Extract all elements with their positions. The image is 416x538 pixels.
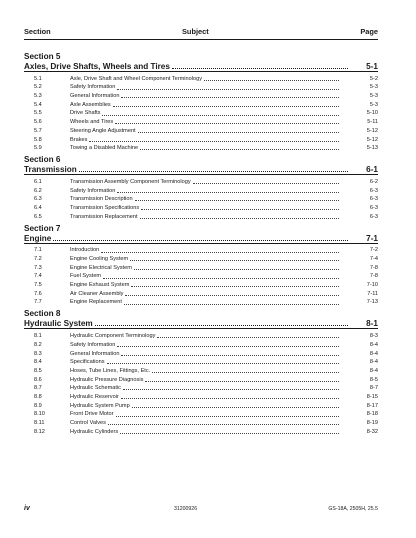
entry-page: 8-7 — [369, 385, 378, 392]
entry-title: Air Cleaner Assembly — [70, 290, 124, 297]
dot-leader — [79, 171, 348, 172]
toc-entry[interactable] — [24, 418, 378, 427]
dot-leader — [135, 200, 339, 201]
entry-title: Front Drive Motor — [70, 411, 114, 418]
entry-page: 8-18 — [366, 411, 378, 418]
entry-page: 5-12 — [366, 136, 378, 143]
entry-page: 8-15 — [366, 393, 378, 400]
entry-title: Hydraulic Component Terminology — [70, 333, 156, 340]
dot-leader — [121, 355, 339, 356]
entry-title: Safety Information — [70, 84, 116, 91]
dot-leader — [145, 381, 339, 382]
dot-leader — [130, 260, 339, 261]
column-header-section: Section — [24, 27, 51, 36]
entry-number: 5.4 — [34, 101, 42, 108]
dot-leader — [53, 240, 348, 241]
entry-number: 6.1 — [34, 178, 42, 185]
entry-title: Towing a Disabled Machine — [70, 145, 139, 152]
entry-number: 8.7 — [34, 385, 42, 392]
entry-number: 5.1 — [34, 75, 42, 82]
entry-title: Engine Exhaust System — [70, 282, 130, 289]
dot-leader — [121, 97, 339, 98]
footer-model: GS-18A, 2505H, 25.5 — [328, 506, 378, 512]
toc-section — [24, 224, 378, 307]
toc-entry[interactable] — [24, 74, 378, 83]
dot-leader — [193, 183, 339, 184]
entry-title: Transmission Assembly Component Terminology — [70, 178, 191, 185]
entry-title: Specifications — [70, 359, 105, 366]
header-divider — [24, 39, 378, 40]
entry-title: Control Valves — [70, 420, 106, 426]
entry-page: 7-8 — [369, 264, 378, 271]
entry-page: 6-3 — [369, 204, 378, 211]
entry-title: Engine Cooling System — [70, 256, 129, 262]
entry-page: 7-2 — [369, 247, 378, 254]
entry-title: Safety Information — [70, 187, 116, 194]
entry-page: 8-3 — [369, 333, 378, 340]
entry-page: 8-4 — [369, 350, 378, 357]
entry-page: 7-4 — [369, 256, 378, 262]
toc-entry[interactable] — [24, 331, 378, 340]
toc-entry[interactable] — [24, 410, 378, 419]
entry-number: 8.2 — [34, 341, 42, 348]
entry-number: 7.2 — [34, 256, 42, 262]
section-title-row[interactable] — [24, 164, 378, 175]
toc-entry[interactable] — [24, 272, 378, 281]
dot-leader — [113, 106, 339, 107]
toc-entry[interactable] — [24, 298, 378, 307]
entry-page: 8-17 — [366, 402, 378, 409]
dot-leader — [117, 346, 339, 347]
entry-page: 7-8 — [369, 273, 378, 280]
entry-number: 5.8 — [34, 136, 42, 143]
entry-page: 6-3 — [369, 196, 378, 203]
entry-title: Wheels and Tires — [70, 119, 114, 126]
toc-entry[interactable] — [24, 427, 378, 436]
section-label: Section 5 — [24, 52, 61, 61]
section-page: 8-1 — [366, 319, 378, 329]
toc-entry[interactable] — [24, 340, 378, 349]
entry-page: 8-4 — [369, 367, 378, 374]
entry-page: 8-5 — [369, 376, 378, 383]
toc-entry[interactable] — [24, 384, 378, 393]
dot-leader — [107, 363, 339, 364]
toc-entry[interactable] — [24, 289, 378, 298]
entry-title: Hydraulic System Pump — [70, 402, 130, 409]
toc-entry[interactable] — [24, 375, 378, 384]
entry-number: 7.6 — [34, 290, 42, 297]
entry-title: Hydraulic Cylinders — [70, 428, 119, 435]
toc-entry[interactable] — [24, 263, 378, 272]
entry-number: 7.7 — [34, 299, 42, 306]
entry-number: 7.1 — [34, 247, 42, 254]
dot-leader — [140, 149, 339, 150]
entry-page: 5-2 — [369, 75, 378, 82]
entry-number: 5.7 — [34, 127, 42, 134]
entry-number: 8.11 — [34, 420, 45, 426]
dot-leader — [89, 141, 339, 142]
section-title: Hydraulic System — [24, 319, 93, 329]
toc-entry[interactable] — [24, 358, 378, 367]
entry-title: Transmission Replacement — [70, 213, 138, 220]
entry-number: 8.4 — [34, 359, 42, 366]
toc-entry[interactable] — [24, 135, 378, 144]
dot-leader — [204, 80, 339, 81]
entry-page: 5-11 — [367, 119, 378, 126]
entry-number: 8.1 — [34, 333, 42, 340]
footer-part-number: 31200926 — [174, 506, 198, 512]
toc-entry[interactable] — [24, 126, 378, 135]
section-page: 7-1 — [366, 233, 378, 243]
entry-number: 8.12 — [34, 428, 45, 435]
dot-leader — [134, 269, 339, 270]
entry-number: 5.9 — [34, 145, 42, 152]
entry-title: General Information — [70, 93, 120, 100]
section-label: Section 6 — [24, 155, 61, 165]
entry-title: Safety Information — [70, 341, 116, 348]
dot-leader — [124, 304, 339, 305]
dot-leader — [95, 325, 348, 326]
entry-number: 6.2 — [34, 187, 42, 194]
dot-leader — [125, 295, 339, 296]
entry-title: Transmission Description — [70, 196, 133, 203]
entry-number: 5.5 — [34, 110, 42, 117]
section-page: 6-1 — [366, 165, 378, 175]
entry-page: 5-3 — [369, 93, 378, 100]
section-label: Section 8 — [24, 309, 61, 319]
toc-entry[interactable] — [24, 109, 378, 118]
entry-page: 8-19 — [366, 420, 378, 426]
dot-leader — [140, 218, 339, 219]
entry-number: 8.5 — [34, 367, 42, 374]
entry-page: 5-12 — [366, 127, 378, 134]
entry-number: 5.2 — [34, 84, 42, 91]
table-of-contents — [24, 52, 378, 439]
dot-leader — [157, 337, 339, 338]
entry-title: Fuel System — [70, 273, 102, 280]
entry-page: 8-4 — [369, 341, 378, 348]
page-footer — [24, 506, 378, 516]
toc-entry[interactable] — [24, 177, 378, 186]
entry-page: 7-13 — [366, 299, 378, 306]
entry-page: 6-2 — [369, 178, 378, 185]
entry-title: Engine Electrical System — [70, 264, 132, 271]
toc-entry[interactable] — [24, 144, 378, 153]
dot-leader — [138, 132, 339, 133]
entry-number: 8.6 — [34, 376, 42, 383]
dot-leader — [120, 433, 339, 434]
dot-leader — [172, 68, 348, 69]
entry-number: 5.6 — [34, 119, 42, 126]
entry-number: 6.3 — [34, 196, 42, 203]
entry-number: 5.3 — [34, 93, 42, 100]
entry-number: 7.3 — [34, 264, 42, 271]
toc-section — [24, 309, 378, 435]
toc-entry[interactable] — [24, 186, 378, 195]
dot-leader — [123, 389, 339, 390]
entry-number: 7.4 — [34, 273, 42, 280]
toc-entry[interactable] — [24, 349, 378, 358]
toc-entry[interactable] — [24, 392, 378, 401]
dot-leader — [152, 372, 339, 373]
dot-leader — [102, 115, 339, 116]
entry-title: Brakes — [70, 136, 88, 143]
entry-title: Steering Angle Adjustment — [70, 127, 136, 134]
dot-leader — [116, 416, 339, 417]
dot-leader — [117, 192, 339, 193]
entry-title: Transmission Specifications — [70, 204, 140, 211]
toc-entry[interactable] — [24, 91, 378, 100]
dot-leader — [117, 89, 339, 90]
dot-leader — [101, 252, 339, 253]
toc-entry[interactable] — [24, 212, 378, 221]
entry-page: 8-32 — [366, 428, 378, 435]
section-title-row[interactable] — [24, 318, 378, 329]
section-title-row[interactable] — [24, 61, 378, 72]
entry-page: 5-10 — [366, 110, 378, 117]
dot-leader — [103, 278, 339, 279]
toc-section — [24, 155, 378, 220]
toc-entry[interactable] — [24, 117, 378, 126]
entry-page: 6-3 — [369, 187, 378, 194]
entry-title: Hydraulic Schematic — [70, 385, 121, 392]
entry-page: 5-3 — [369, 84, 378, 91]
entry-title: General Information — [70, 350, 120, 357]
dot-leader — [108, 424, 339, 425]
entry-number: 8.3 — [34, 350, 42, 357]
dot-leader — [132, 407, 339, 408]
entry-title: Hydraulic Pressure Diagnosis — [70, 376, 144, 383]
entry-page: 7-10 — [366, 282, 378, 289]
toc-entry[interactable] — [24, 203, 378, 212]
entry-title: Axle Assemblies — [70, 101, 111, 108]
toc-entry[interactable] — [24, 366, 378, 375]
entry-title: Introduction — [70, 247, 100, 254]
section-label: Section 7 — [24, 223, 61, 233]
entry-number: 6.5 — [34, 213, 42, 220]
entry-page: 5-13 — [366, 145, 378, 152]
entry-number: 8.10 — [34, 411, 45, 418]
entry-title: Engine Replacement — [70, 299, 122, 306]
toc-entry[interactable] — [24, 254, 378, 263]
entry-title: Hydraulic Reservoir — [70, 393, 119, 400]
toc-entry[interactable] — [24, 100, 378, 109]
entry-title: Hoses, Tube Lines, Fittings, Etc. — [70, 367, 151, 374]
column-header-subject: Subject — [182, 27, 209, 36]
entry-number: 6.4 — [34, 204, 42, 211]
section-title: Engine — [24, 233, 52, 243]
section-title: Axles, Drive Shafts, Wheels and Tires — [24, 62, 170, 71]
entry-number: 7.5 — [34, 282, 42, 289]
entry-title: Drive Shafts — [70, 110, 101, 117]
dot-leader — [121, 398, 339, 399]
footer-page-number: iv — [24, 505, 30, 512]
section-page: 5-1 — [366, 62, 378, 71]
column-header-page: Page — [360, 27, 378, 36]
entry-page: 6-3 — [369, 213, 378, 220]
entry-number: 8.8 — [34, 393, 42, 400]
entry-page: 5-3 — [369, 101, 378, 108]
toc-entry[interactable] — [24, 401, 378, 410]
section-title-row[interactable] — [24, 233, 378, 244]
dot-leader — [131, 286, 339, 287]
entry-title: Axle, Drive Shaft and Wheel Component Terminology — [70, 75, 203, 82]
entry-number: 8.9 — [34, 402, 42, 409]
dot-leader — [141, 209, 339, 210]
toc-entry[interactable] — [24, 280, 378, 289]
toc-entry[interactable] — [24, 195, 378, 204]
section-title: Transmission — [24, 165, 77, 175]
toc-section — [24, 52, 378, 152]
entry-page: 7-11 — [367, 290, 378, 297]
dot-leader — [115, 123, 339, 124]
toc-entry[interactable] — [24, 246, 378, 255]
toc-entry[interactable] — [24, 83, 378, 92]
entry-page: 8-4 — [369, 359, 378, 366]
